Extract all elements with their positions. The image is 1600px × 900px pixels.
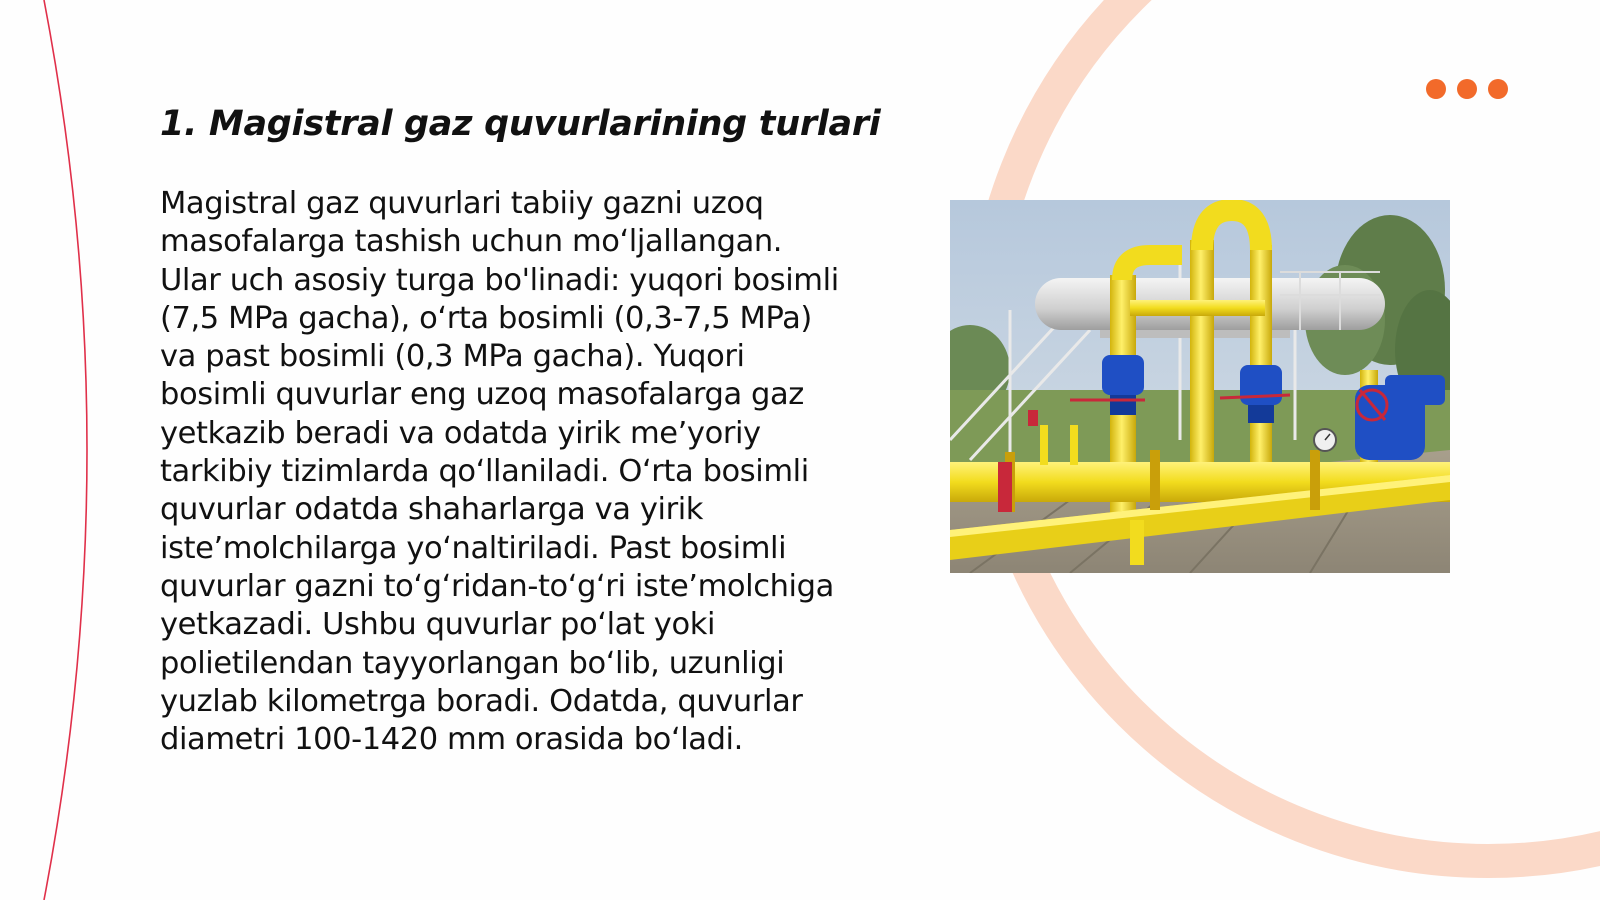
pipeline-illustration [950,200,1450,573]
dots-ornament [1426,79,1508,99]
dot-icon [1488,79,1508,99]
dot-icon [1426,79,1446,99]
dot-icon [1457,79,1477,99]
slide-title: 1. Magistral gaz quvurlarining turlari [160,104,881,144]
gas-pipeline-photo [950,200,1450,573]
decorative-left-arc [44,0,87,900]
slide-body-text: Magistral gaz quvurlari tabiiy gazni uzoq masofalarga tashish uchun mo‘ljallangan. Ular uch asosiy turga bo'linadi: yuqori bosimli (7,5 MPa gacha), o‘rta bosimli (0,3-7,5 MPa) va past bosimli (0,3 MPa gacha). Yuqori bosimli quvurlar eng uzoq masofalarga gaz yetkazib beradi va odatda yirik me’yoriy tarkibiy tizimlarda qo‘llaniladi. O‘rta bosimli quvurlar odatda shaharlarga va yirik iste’molchilarga yo‘naltiriladi. Past bosimli quvurlar gazni to‘g‘ridan-to‘g‘ri iste’molchiga yetkazadi. Ushbu quvurlar po‘lat yoki polietilendan tayyorlangan bo‘lib, uzunligi yuzlab kilometrga boradi. Odatda, quvurlar diametri 100-1420 mm orasida bo‘ladi. [160,186,839,758]
